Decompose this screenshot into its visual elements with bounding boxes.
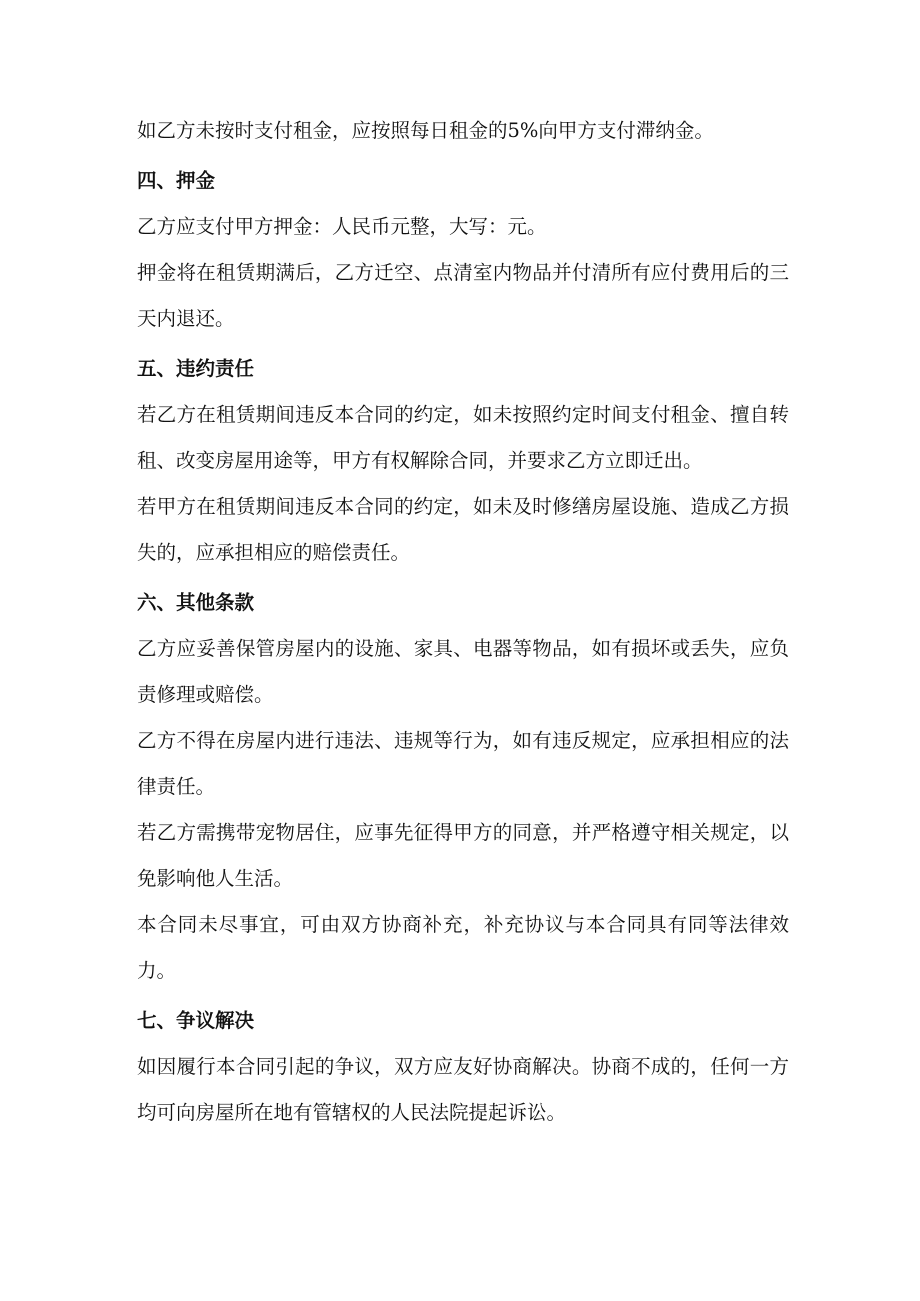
section-heading-disputes: 七、争议解决 (137, 1009, 255, 1032)
tenant-breach-paragraph: 若乙方在租赁期间违反本合同的约定，如未按照约定时间支付租金、擅自转租、改变房屋用途等，甲方有权解除合同，并要求乙方立即迁出。 (137, 403, 789, 472)
late-fee-paragraph: 如乙方未按时支付租金，应按照每日租金的5%向甲方支付滞纳金。 (137, 119, 714, 142)
property-care-paragraph: 乙方应妥善保管房屋内的设施、家具、电器等物品，如有损坏或丢失，应负责修理或赔偿。 (137, 637, 789, 706)
landlord-breach-paragraph: 若甲方在租赁期间违反本合同的约定，如未及时修缮房屋设施、造成乙方损失的，应承担相应的赔偿责任。 (137, 495, 789, 564)
section-heading-other-terms: 六、其他条款 (137, 591, 255, 614)
deposit-refund-paragraph: 押金将在租赁期满后，乙方迁空、点清室内物品并付清所有应付费用后的三天内退还。 (137, 261, 789, 330)
section-heading-deposit: 四、押金 (137, 169, 216, 192)
pets-paragraph: 若乙方需携带宠物居住，应事先征得甲方的同意，并严格遵守相关规定，以免影响他人生活。 (137, 821, 789, 890)
document-body (137, 108, 789, 1136)
dispute-resolution-paragraph: 如因履行本合同引起的争议，双方应友好协商解决。协商不成的，任何一方均可向房屋所在地有管辖权的人民法院提起诉讼。 (137, 1055, 789, 1124)
deposit-amount-paragraph: 乙方应支付甲方押金：人民币元整，大写：元。 (137, 215, 547, 238)
supplement-paragraph: 本合同未尽事宜，可由双方协商补充，补充协议与本合同具有同等法律效力。 (137, 913, 789, 982)
lawful-use-paragraph: 乙方不得在房屋内进行违法、违规等行为，如有违反规定，应承担相应的法律责任。 (137, 729, 789, 798)
section-heading-breach: 五、违约责任 (137, 357, 255, 380)
